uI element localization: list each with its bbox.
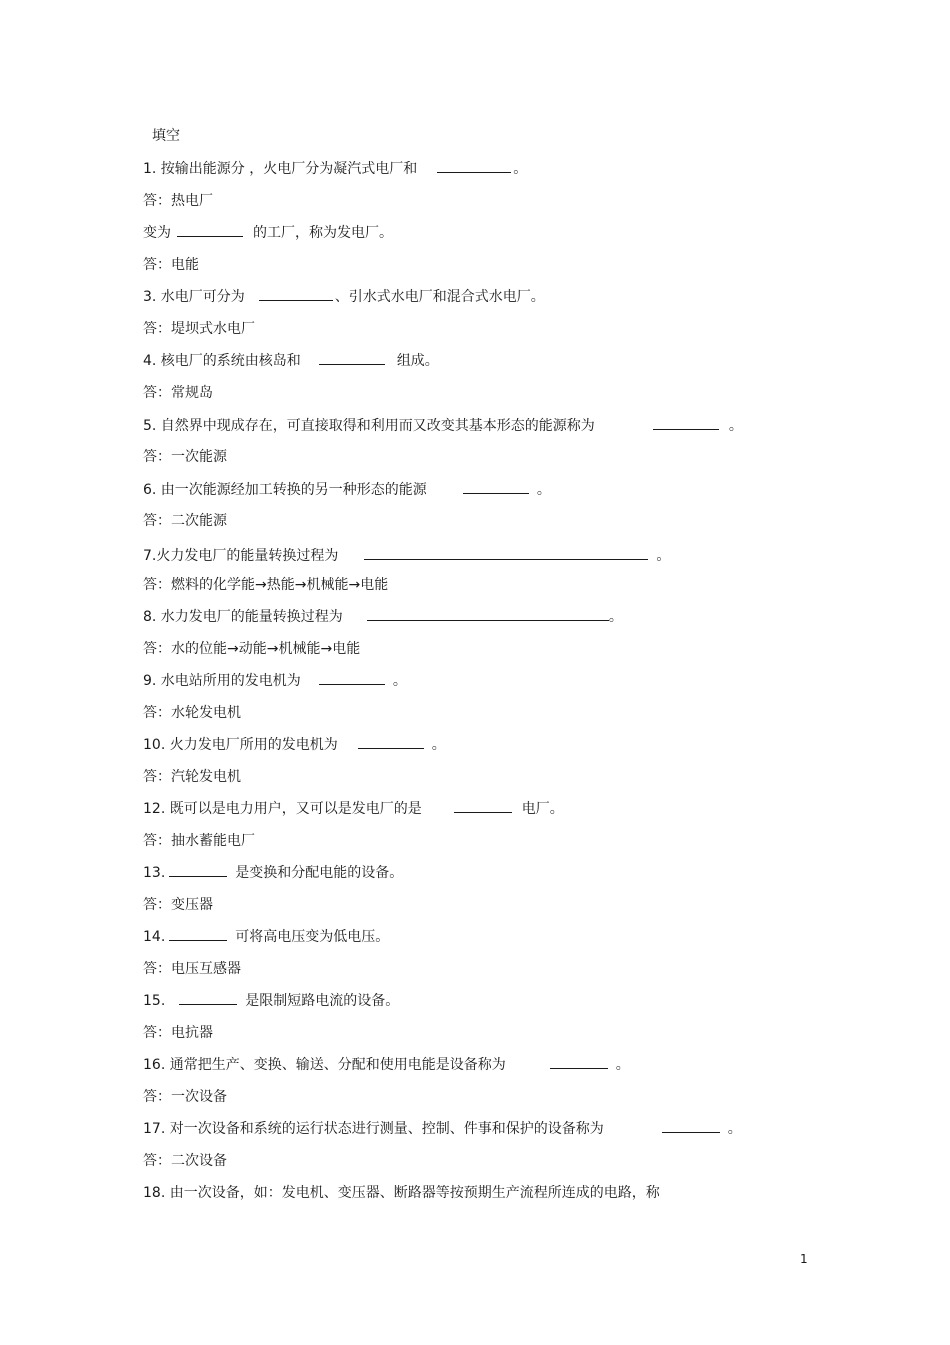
- answer-7: 答：燃料的化学能→热能→机械能→电能: [143, 577, 389, 593]
- question-text: 8. 水力发电厂的能量转换过程为: [143, 609, 343, 625]
- question-7: [143, 546, 670, 566]
- question-text: 12. 既可以是电力用户，又可以是发电厂的是: [143, 801, 422, 817]
- answer-5: 答：一次能源: [143, 449, 227, 465]
- question-5: [143, 416, 743, 436]
- question-10: [143, 735, 446, 755]
- answer-blank: [463, 493, 529, 494]
- question-14: [143, 927, 389, 947]
- question-text: 16. 通常把生产、变换、输送、分配和使用电能是设备称为: [143, 1057, 506, 1073]
- answer-4: 答：常规岛: [143, 385, 213, 401]
- answer-blank: [358, 748, 424, 749]
- question-text: 10. 火力发电厂所用的发电机为: [143, 737, 338, 753]
- answer-1: 答：热电厂: [143, 193, 213, 209]
- question-text-end: 。: [608, 609, 623, 625]
- question-text: 5. 自然界中现成存在，可直接取得和利用而又改变其基本形态的能源称为: [143, 418, 595, 434]
- page-number: 1: [800, 1252, 808, 1266]
- answer-blank: [653, 429, 719, 430]
- answer-8: 答：水的位能→动能→机械能→电能: [143, 641, 361, 657]
- answer-14: 答：电压互感器: [143, 961, 241, 977]
- question-text: 1. 按输出能源分 ，火电厂分为凝汽式电厂和: [143, 161, 418, 177]
- question-2: [143, 223, 393, 243]
- section-heading: 填空: [152, 128, 180, 144]
- question-text-end: 是限制短路电流的设备。: [245, 993, 400, 1009]
- question-text: 4. 核电厂的系统由核岛和: [143, 353, 301, 369]
- question-text-end: 的工厂，称为发电厂。: [253, 225, 393, 241]
- question-text: 变为: [143, 225, 171, 241]
- question-text: 9. 水电站所用的发电机为: [143, 673, 301, 689]
- answer-17: 答：二次设备: [143, 1153, 227, 1169]
- question-9: [143, 671, 407, 691]
- answer-10: 答：汽轮发电机: [143, 769, 241, 785]
- question-16: [143, 1055, 630, 1075]
- question-text-end: 。: [615, 1057, 630, 1073]
- question-text-end: 组成。: [396, 353, 439, 369]
- answer-blank: [169, 940, 227, 941]
- answer-16: 答：一次设备: [143, 1089, 227, 1105]
- question-4: [143, 351, 439, 371]
- answer-13: 答：变压器: [143, 897, 213, 913]
- question-3: [143, 287, 545, 307]
- question-12: [143, 799, 564, 819]
- question-text-end: 。: [656, 548, 671, 564]
- question-18: 18. 由一次设备，如：发电机、变压器、断路器等按预期生产流程所连成的电路，称: [143, 1185, 660, 1201]
- question-text: 13.: [143, 865, 166, 881]
- answer-blank: [367, 620, 609, 621]
- question-text: 3. 水电厂可分为: [143, 289, 245, 305]
- question-text: 15.: [143, 993, 166, 1009]
- question-1: [143, 159, 527, 179]
- answer-blank: [319, 684, 385, 685]
- answer-15: 答：电抗器: [143, 1025, 213, 1041]
- question-6: [143, 480, 551, 500]
- answer-2: 答：电能: [143, 257, 199, 273]
- question-text-end: 。: [536, 482, 551, 498]
- answer-blank: [454, 812, 512, 813]
- answer-blank: [319, 364, 385, 365]
- question-text-end: 。: [513, 161, 528, 177]
- question-text: 17. 对一次设备和系统的运行状态进行测量、控制、件事和保护的设备称为: [143, 1121, 604, 1137]
- answer-3: 答：堤坝式水电厂: [143, 321, 255, 337]
- question-text-end: 。: [392, 673, 407, 689]
- answer-9: 答：水轮发电机: [143, 705, 241, 721]
- answer-blank: [662, 1132, 720, 1133]
- question-text-end: 。: [728, 418, 743, 434]
- answer-blank: [169, 876, 227, 877]
- answer-blank: [259, 300, 333, 301]
- answer-blank: [364, 559, 648, 560]
- question-text-end: 。: [431, 737, 446, 753]
- question-8: [143, 607, 623, 627]
- question-13: [143, 863, 403, 883]
- question-text-end: 是变换和分配电能的设备。: [235, 865, 404, 881]
- answer-blank: [550, 1068, 608, 1069]
- answer-blank: [437, 172, 511, 173]
- answer-12: 答：抽水蓄能电厂: [143, 833, 255, 849]
- answer-blank: [179, 1004, 237, 1005]
- question-text-end: 、引水式水电厂和混合式水电厂。: [334, 289, 545, 305]
- answer-blank: [177, 236, 243, 237]
- question-text-end: 可将高电压变为低电压。: [235, 929, 390, 945]
- question-text: 7.火力发电厂的能量转换过程为: [143, 548, 339, 564]
- question-text-end: 电厂。: [521, 801, 564, 817]
- question-text-end: 。: [727, 1121, 742, 1137]
- answer-6: 答：二次能源: [143, 513, 227, 529]
- question-15: [143, 991, 399, 1011]
- question-17: [143, 1119, 742, 1139]
- question-text: 6. 由一次能源经加工转换的另一种形态的能源: [143, 482, 427, 498]
- question-text: 14.: [143, 929, 166, 945]
